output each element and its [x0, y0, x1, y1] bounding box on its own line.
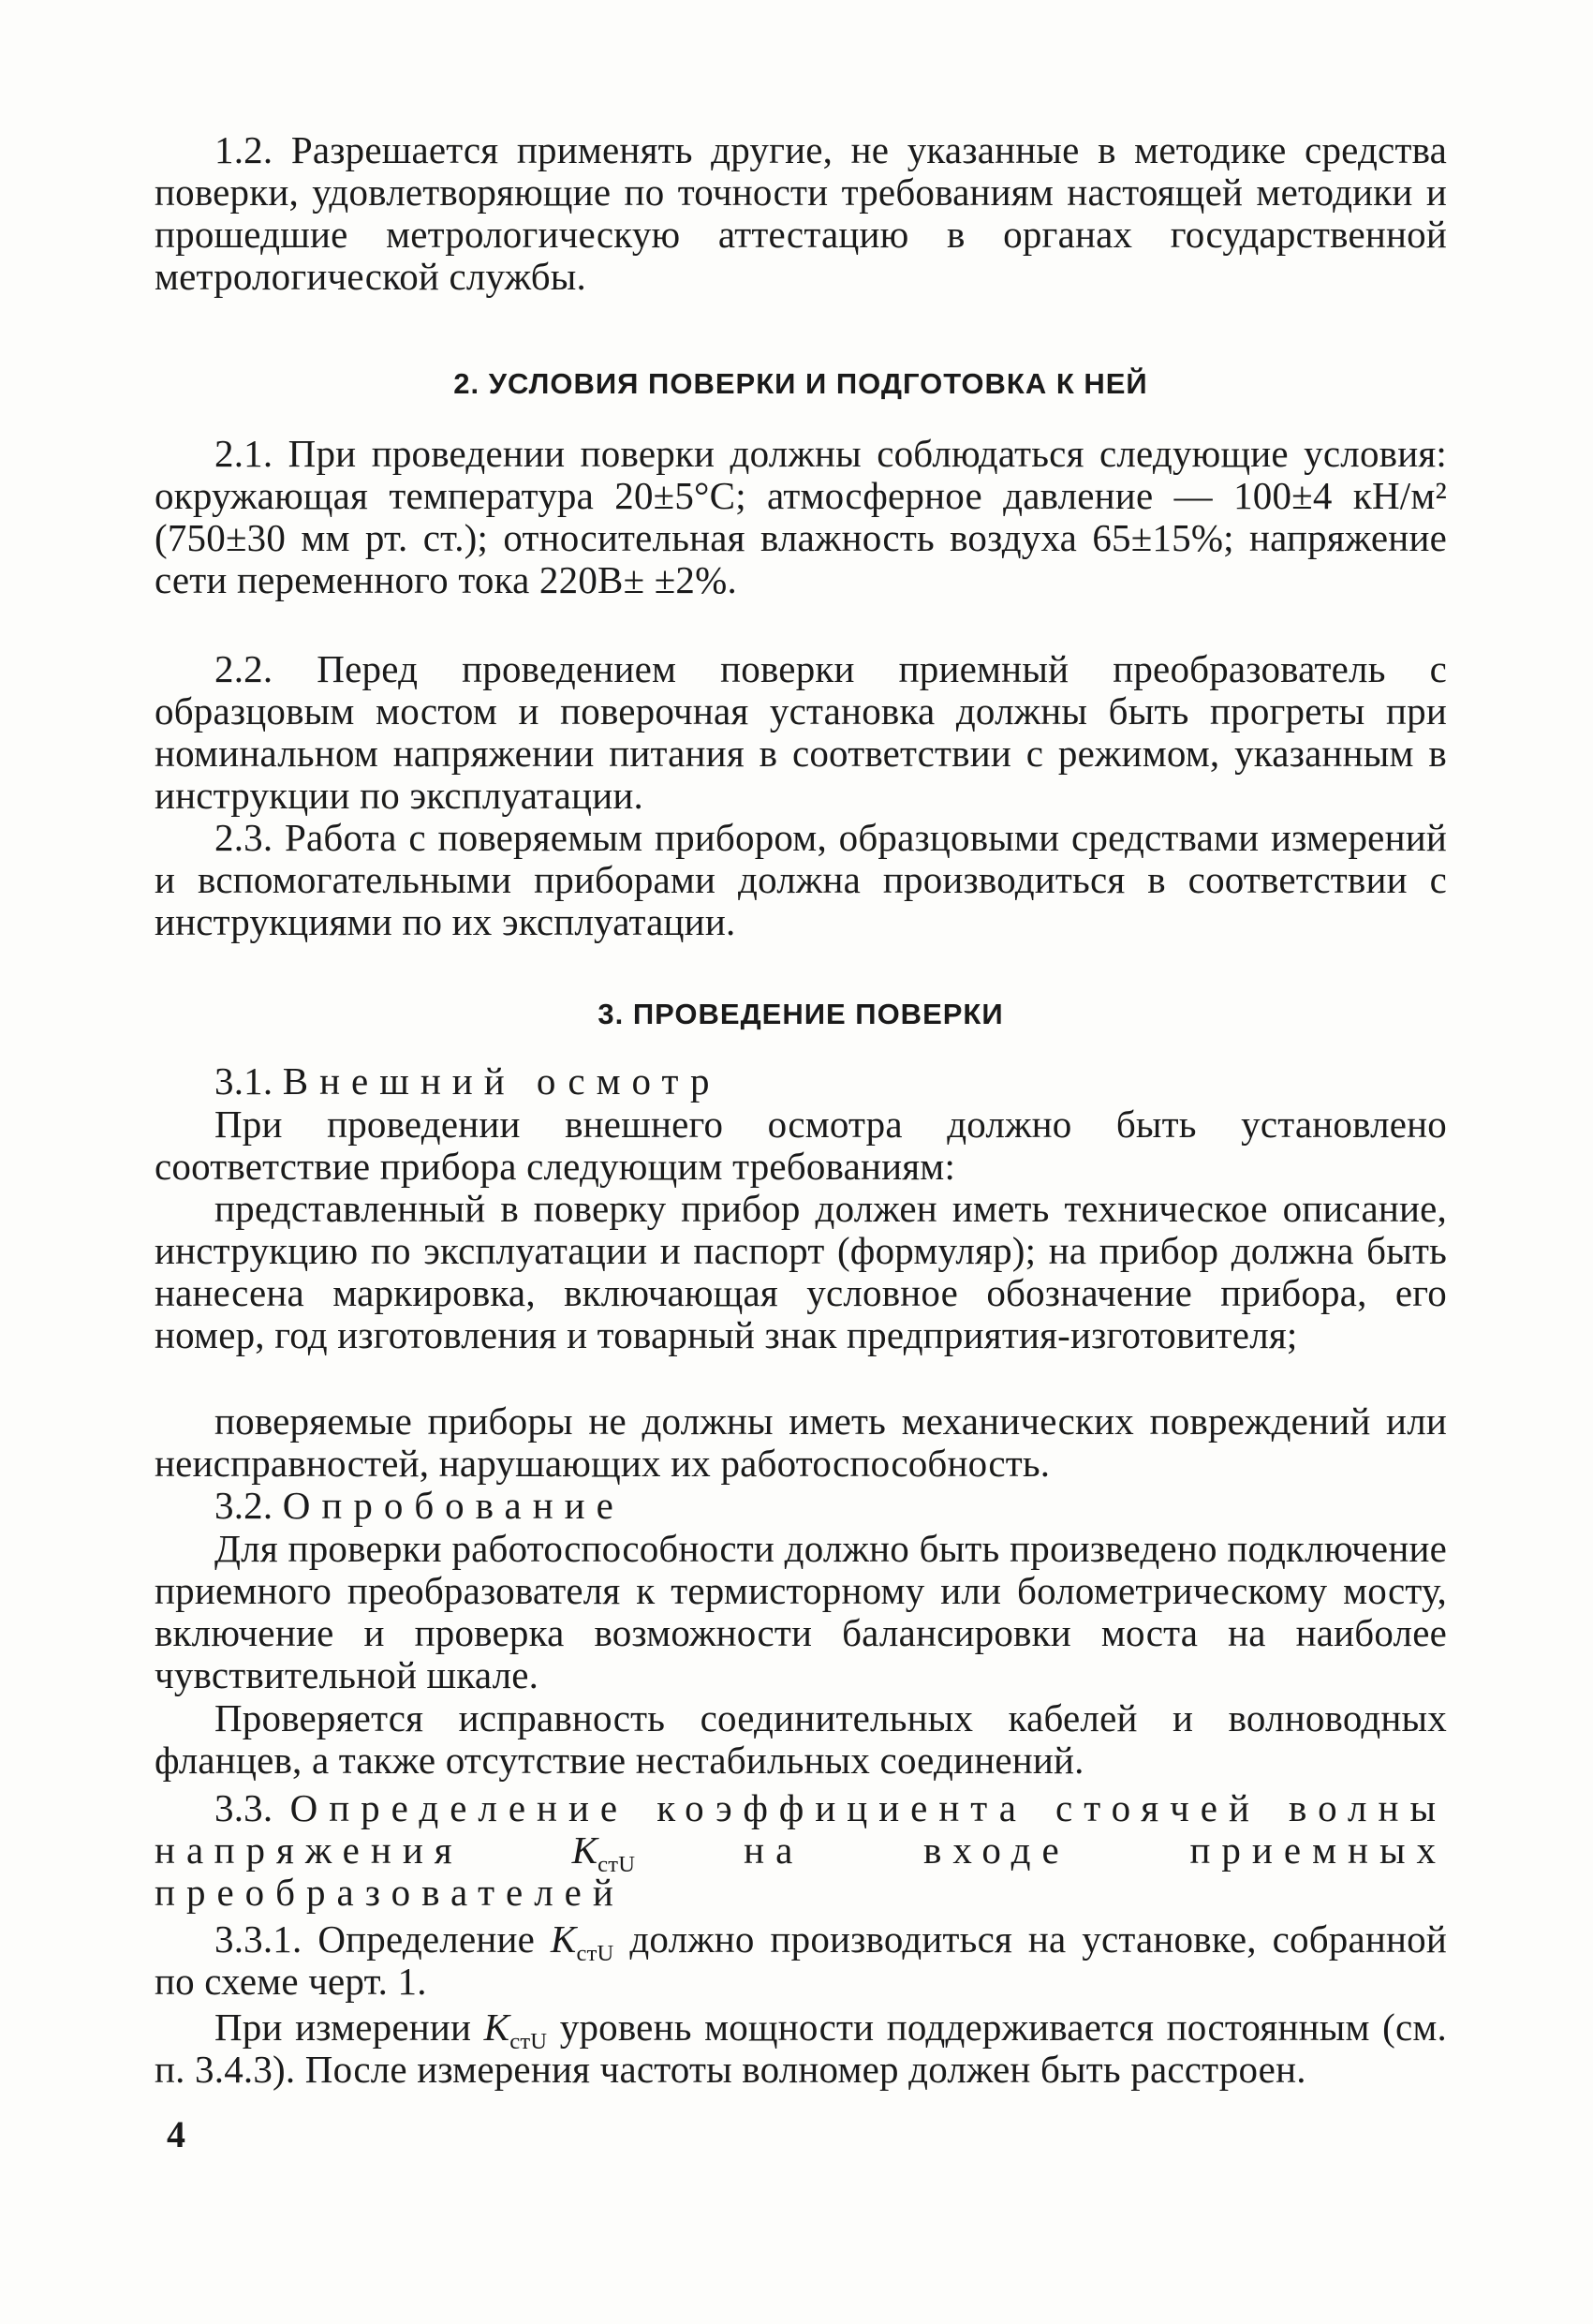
symbol-k-2-subscript: стU [576, 1941, 614, 1967]
symbol-k-3-subscript: стU [509, 2029, 548, 2055]
paragraph-2-2: 2.2. Перед проведением поверки приемный преобразователь с образцовым мостом и поверочная установка должны быть прогреты при номинальном напряжении питания в соответствии с режимом, указанным в инструкции по эксплуатации. [155, 647, 1447, 817]
paragraph-3-1b: представленный в поверку прибор должен иметь техническое описание, инструкцию по эксплуатации и паспорт (формуляр); на прибор должна быть нанесена маркировка, включающая условное обозначение прибора, его номер, год изготовления и товарный знак предприятия-изготовителя; [155, 1187, 1447, 1356]
symbol-k-subscript: стU [597, 1852, 636, 1878]
subsection-3-3-name-b: на входе приемных преобразователей [155, 1828, 1447, 1914]
subsection-3-2-title [155, 1485, 1447, 1527]
paragraph-3-1a: При проведении внешнего осмотра должно быть установлено соответствие прибора следующим требованиям: [155, 1103, 1447, 1188]
paragraph-3-2b: Проверяется исправность соединительных кабелей и волноводных фланцев, а также отсутствие нестабильных соединений. [155, 1696, 1447, 1782]
paragraph-3-3-1 [155, 1918, 1447, 2003]
subsection-3-3-title [155, 1787, 1447, 1914]
subsection-3-1-name: Внешний осмотр [282, 1059, 721, 1103]
paragraph-3-2a: Для проверки работоспособности должно быть произведено подключение приемного преобразователя к термисторному или болометрическому мосту, включение и проверка возможности балансировки моста на наиболее чувствительной шкале. [155, 1527, 1447, 1696]
paragraph-3-3-2 [155, 2006, 1447, 2091]
paragraph-3-3-1-end: должно производиться на установке, собранной по схеме черт. 1. [155, 1917, 1448, 2003]
subsection-3-1-number: 3.1. [214, 1059, 273, 1103]
subsection-3-2-name: Опробование [282, 1484, 625, 1527]
symbol-k-2: K [550, 1917, 577, 1961]
paragraph-3-1c: поверяемые приборы не должны иметь механических повреждений или неисправностей, нарушающих их работоспособность. [155, 1399, 1447, 1485]
symbol-k: K [571, 1828, 598, 1872]
subsection-3-1-title [155, 1060, 1447, 1103]
paragraph-2-1-text: 2.1. При проведении поверки должны соблюдаться следующие условия: окружающая температура 20±5°С; атмосферное давление — 100±4 кН/м² (750±30 мм рт. ст.); относительная влажность воздуха 65±15%; напряжение сети переменного тока 220В± ±2%. [155, 432, 1447, 601]
section-heading-3: 3. ПРОВЕДЕНИЕ ПОВЕРКИ [597, 998, 1004, 1030]
page-number: 4 [167, 2113, 185, 2155]
section-heading-2: 2. УСЛОВИЯ ПОВЕРКИ И ПОДГОТОВКА К НЕЙ [453, 367, 1148, 400]
paragraph-1-2: 1.2. Разрешается применять другие, не указанные в методике средства поверки, удовлетворяющие по точности требованиям настоящей методики и прошедшие метрологическую аттестацию в органах государственной метрологической службы. [155, 128, 1447, 298]
paragraph-3-3-2-end: уровень мощности поддерживается постоянным (см. п. 3.4.3). После измерения частоты волномер должен быть расстроен. [155, 2006, 1447, 2091]
subsection-3-3-name-a: Определение коэффициента стоячей волны напряжения [155, 1786, 1447, 1872]
paragraph-2-3: 2.3. Работа с поверяемым прибором, образцовыми средствами измерений и вспомогательными приборами должна производиться в соответствии с инструкциями по их эксплуатации. [155, 816, 1447, 943]
paragraph-3-3-2-start: При измерении [214, 2006, 472, 2049]
paragraph-3-3-1-start: 3.3.1. Определение [214, 1917, 536, 1961]
subsection-3-3-number: 3.3. [214, 1786, 273, 1829]
subsection-3-2-number: 3.2. [214, 1484, 273, 1527]
symbol-k-3: K [483, 2006, 510, 2049]
paragraph-2-1 [155, 433, 1447, 601]
